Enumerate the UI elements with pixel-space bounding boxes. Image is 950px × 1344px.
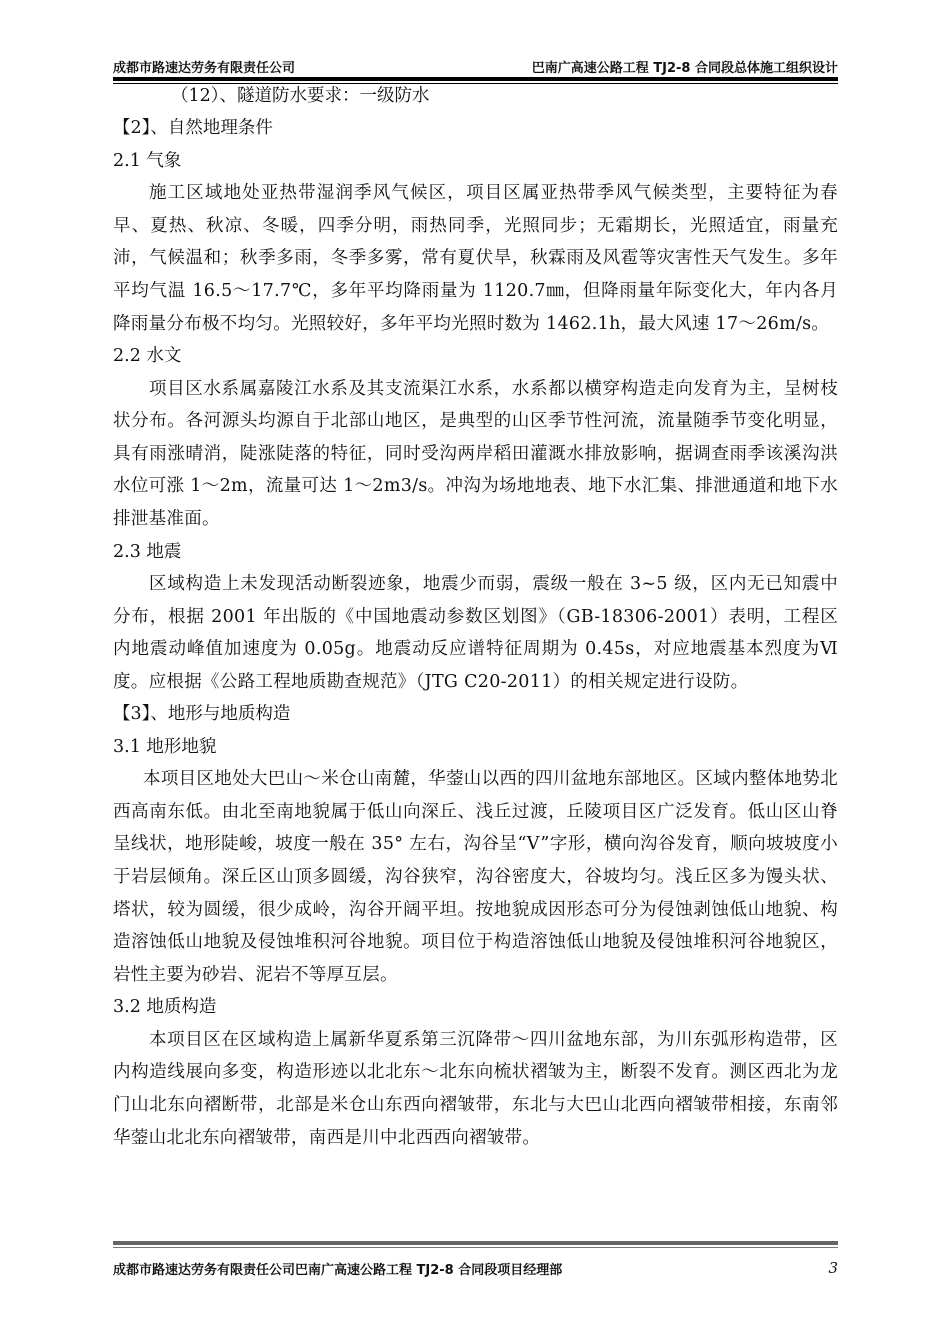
- paragraph-hydrology: 项目区水系属嘉陵江水系及其支流渠江水系，水系都以横穿构造走向发育为主，呈树枝状分布。各河源头均源自于北部山地区，是典型的山区季节性河流，流量随季节变化明显，具有雨涨晴消，陡涨陡落的特征，同时受沟两岸稻田灌溉水排放影响，据调查雨季该溪沟洪水位可涨 1～2m，流量可达 1～2m3/s。冲沟为场地地表、地下水汇集、排泄通道和地下水排泄基准面。: [113, 378, 838, 529]
- footer-rule-thin: [113, 1247, 838, 1248]
- subsection-heading-2-1: 2.1 气象: [113, 150, 182, 171]
- paragraph-earthquake: 区域构造上未发现活动断裂迹象，地震少而弱，震级一般在 3~5 级，区内无已知震中分布，根据 2001 年出版的《中国地震动参数区划图》（GB-18306-2001）表明，工程区内地震动峰值加速度为 0.05g。地震动反应谱特征周期为 0.45s，对应地震基本烈度为Ⅵ度。应根据《公路工程地质勘查规范》（JTG C20-2011）的相关规定进行设防。: [113, 573, 838, 692]
- subsection-heading-2-2: 2.2 水文: [113, 346, 182, 367]
- list-item-12: （12）、隧道防水要求：一级防水: [171, 86, 430, 106]
- footer-rule-thick: [113, 1241, 838, 1245]
- page-footer: [113, 1257, 838, 1279]
- header-document-title: 巴南广高速公路工程 TJ2-8 合同段总体施工组织设计: [531, 61, 838, 76]
- section-heading-3: 【3】、地形与地质构造: [113, 704, 291, 725]
- footer-department: 成都市路速达劳务有限责任公司巴南广高速公路工程 TJ2-8 合同段项目经理部: [113, 1262, 563, 1278]
- subsection-heading-3-2: 3.2 地质构造: [113, 997, 217, 1018]
- paragraph-geology: 本项目区在区域构造上属新华夏系第三沉降带～四川盆地东部，为川东弧形构造带，区内构造线展向多变，构造形迹以北北东～北东向梳状褶皱为主，断裂不发育。测区西北为龙门山北东向褶断带，北部是米仓山东西向褶皱带，东北与大巴山北西向褶皱带相接，东南邻华蓥山北北东向褶皱带，南西是川中北西西向褶皱带。: [113, 1029, 838, 1148]
- document-body: [113, 80, 838, 1154]
- section-heading-2: 【2】、自然地理条件: [113, 118, 273, 139]
- page-number: 3: [828, 1259, 838, 1277]
- header-company: 成都市路速达劳务有限责任公司: [113, 61, 296, 76]
- subsection-heading-3-1: 3.1 地形地貌: [113, 736, 217, 757]
- paragraph-landform: 本项目区地处大巴山～米仓山南麓，华蓥山以西的四川盆地东部地区。区域内整体地势北西高南东低。由北至南地貌属于低山向深丘、浅丘过渡，丘陵项目区广泛发育。低山区山脊呈线状，地形陡峻，坡度一般在 35° 左右，沟谷呈“V”字形，横向沟谷发育，顺向坡坡度小于岩层倾角。深丘区山顶多圆缓，沟谷狭窄，沟谷密度大，谷坡均匀。浅丘区多为馒头状、塔状，较为圆缓，很少成岭，沟谷开阔平坦。按地貌成因形态可分为侵蚀剥蚀低山地貌、构造溶蚀低山地貌及侵蚀堆积河谷地貌。项目位于构造溶蚀低山地貌及侵蚀堆积河谷地貌区，岩性主要为砂岩、泥岩不等厚互层。: [113, 769, 838, 985]
- paragraph-climate: 施工区域地处亚热带湿润季风气候区，项目区属亚热带季风气候类型，主要特征为春早、夏热、秋凉、冬暖，四季分明，雨热同季，光照同步；无霜期长，光照适宜，雨量充沛，气候温和；秋季多雨，冬季多雾，常有夏伏旱，秋霖雨及风雹等灾害性天气发生。多年平均气温 16.5～17.7℃，多年平均降雨量为 1120.7㎜，但降雨量年际变化大，年内各月降雨量分布极不均匀。光照较好，多年平均光照时数为 1462.1h，最大风速 17～26m/s。: [113, 183, 838, 334]
- subsection-heading-2-3: 2.3 地震: [113, 541, 182, 562]
- page-header: [113, 56, 838, 76]
